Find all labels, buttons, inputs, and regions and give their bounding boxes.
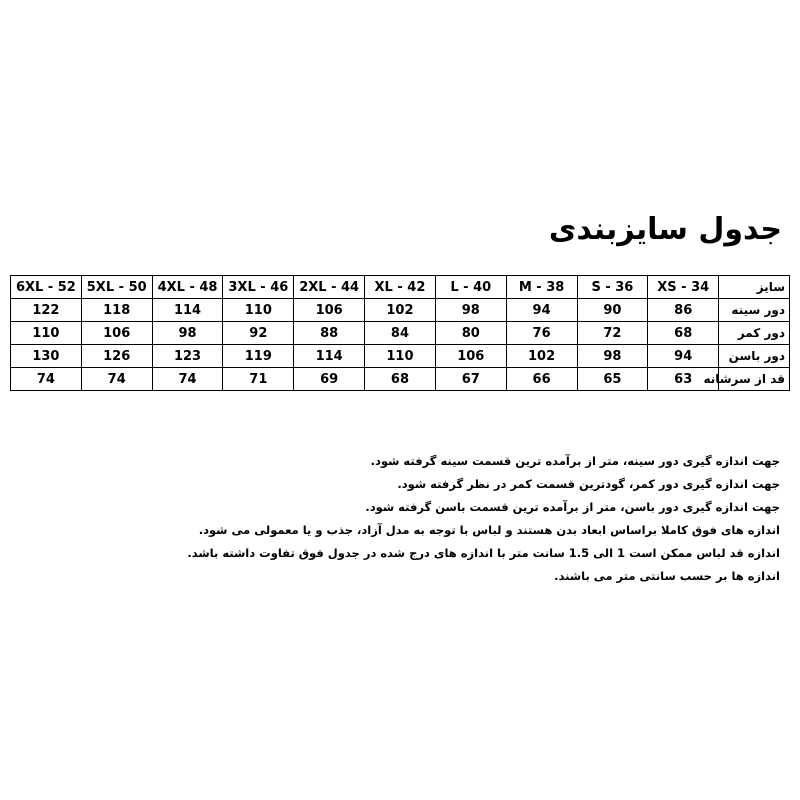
table-cell: 119 [223, 345, 294, 368]
table-row-waist [11, 322, 790, 345]
table-cell: 90 [577, 299, 648, 322]
table-cell: 102 [365, 299, 436, 322]
table-cell: 63 [648, 368, 719, 391]
table-cell: 66 [506, 368, 577, 391]
table-cell: 126 [81, 345, 152, 368]
size-chart-table [10, 275, 790, 391]
table-cell: 67 [435, 368, 506, 391]
row-label-length: قد از سرشانه [719, 368, 790, 391]
table-cell: 74 [11, 368, 82, 391]
table-cell: 130 [11, 345, 82, 368]
table-cell: 86 [648, 299, 719, 322]
table-cell: 68 [648, 322, 719, 345]
table-cell: 80 [435, 322, 506, 345]
note-hip: جهت اندازه گیری دور باسن، متر از برآمده ترین قسمت باسن گرفته شود. [365, 500, 780, 514]
row-label-waist: دور کمر [719, 322, 790, 345]
table-cell: 102 [506, 345, 577, 368]
size-header-2xl: 2XL - 44 [294, 276, 365, 299]
table-header-row [11, 276, 790, 299]
table-cell: 94 [506, 299, 577, 322]
row-label-chest: دور سینه [719, 299, 790, 322]
note-units: اندازه ها بر حسب سانتی متر می باشند. [554, 569, 780, 583]
table-cell: 118 [81, 299, 152, 322]
note-length-tolerance: اندازه قد لباس ممکن است 1 الی 1.5 سانت متر با اندازه های درج شده در جدول فوق تفاوت داشته باشد. [187, 546, 780, 560]
table-cell: 74 [152, 368, 223, 391]
size-header-4xl: 4XL - 48 [152, 276, 223, 299]
size-header-l: L - 40 [435, 276, 506, 299]
table-cell: 76 [506, 322, 577, 345]
table-cell: 122 [11, 299, 82, 322]
page-title: جدول سایزبندی [548, 212, 782, 247]
table-cell: 68 [365, 368, 436, 391]
table-cell: 92 [223, 322, 294, 345]
table-cell: 98 [435, 299, 506, 322]
table-cell: 71 [223, 368, 294, 391]
size-header-xs: XS - 34 [648, 276, 719, 299]
table-cell: 84 [365, 322, 436, 345]
row-label-hip: دور باسن [719, 345, 790, 368]
table-cell: 114 [294, 345, 365, 368]
measurement-notes [187, 450, 780, 588]
size-header-6xl: 6XL - 52 [11, 276, 82, 299]
table-cell: 114 [152, 299, 223, 322]
table-cell: 88 [294, 322, 365, 345]
table-cell: 106 [435, 345, 506, 368]
table-cell: 110 [11, 322, 82, 345]
note-waist: جهت اندازه گیری دور کمر، گودترین قسمت کمر در نظر گرفته شود. [397, 477, 780, 491]
table-cell: 110 [223, 299, 294, 322]
table-cell: 72 [577, 322, 648, 345]
size-header-s: S - 36 [577, 276, 648, 299]
table-cell: 98 [577, 345, 648, 368]
size-header-3xl: 3XL - 46 [223, 276, 294, 299]
table-row-chest [11, 299, 790, 322]
size-header-m: M - 38 [506, 276, 577, 299]
table-cell: 69 [294, 368, 365, 391]
table-cell: 123 [152, 345, 223, 368]
table-row-hip [11, 345, 790, 368]
size-header-xl: XL - 42 [365, 276, 436, 299]
size-header-5xl: 5XL - 50 [81, 276, 152, 299]
table-cell: 74 [81, 368, 152, 391]
table-cell: 106 [294, 299, 365, 322]
size-header-label: سایز [719, 276, 790, 299]
note-chest: جهت اندازه گیری دور سینه، متر از برآمده ترین قسمت سینه گرفته شود. [370, 454, 780, 468]
table-cell: 106 [81, 322, 152, 345]
table-cell: 110 [365, 345, 436, 368]
table-cell: 94 [648, 345, 719, 368]
table-row-length [11, 368, 790, 391]
table-cell: 65 [577, 368, 648, 391]
note-fit: اندازه های فوق کاملا براساس ابعاد بدن هستند و لباس با توجه به مدل آزاد، جذب و یا معمولی می شود. [198, 523, 780, 537]
table-cell: 98 [152, 322, 223, 345]
